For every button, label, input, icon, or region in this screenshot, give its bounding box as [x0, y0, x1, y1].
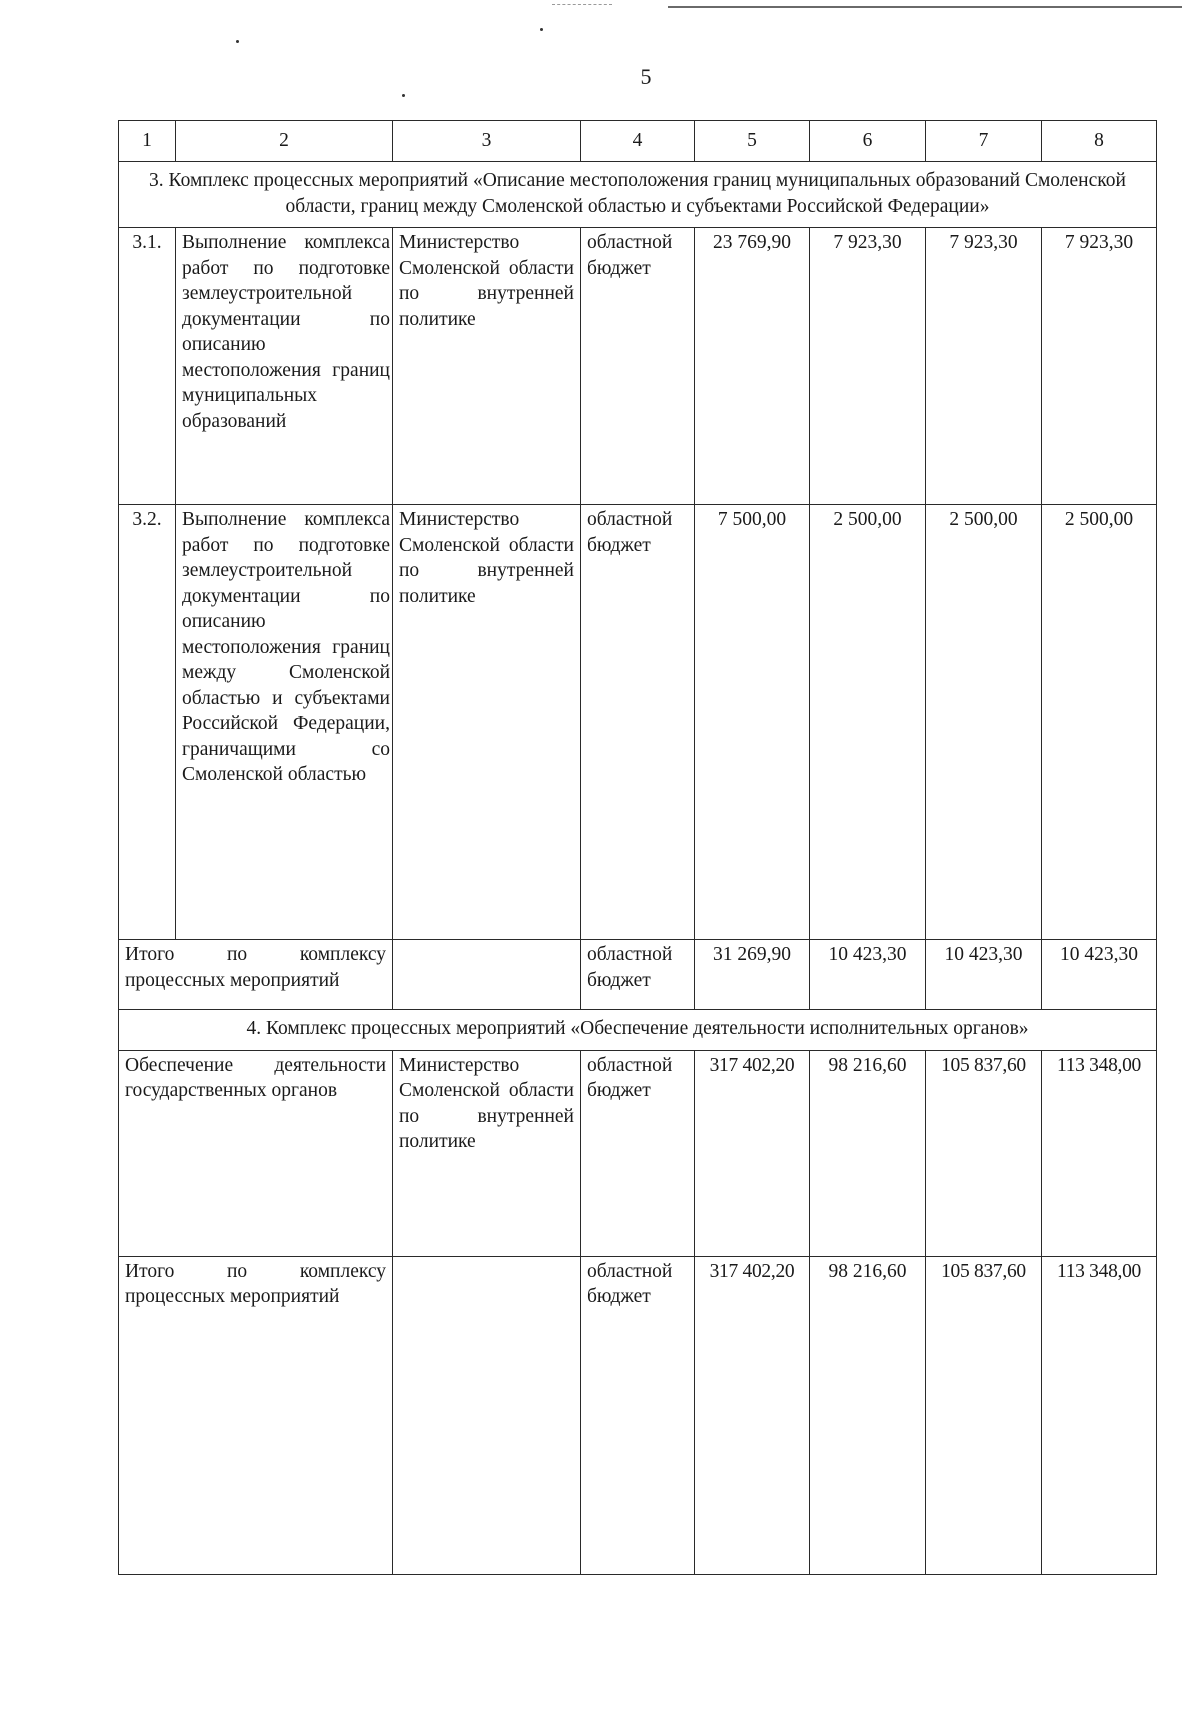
funding-source: областной бюджет	[581, 228, 695, 505]
amount-year-1: 98 216,60	[810, 1256, 926, 1574]
executor-empty	[393, 1256, 581, 1574]
section-3-total-row	[119, 940, 1157, 1010]
executor: Министерство Смоленской области по внутренней политике	[393, 1050, 581, 1256]
column-number: 7	[926, 121, 1042, 162]
amount-year-3: 113 348,00	[1042, 1050, 1157, 1256]
scan-speck	[236, 40, 239, 43]
amount-year-1: 2 500,00	[810, 505, 926, 940]
amount-year-2: 10 423,30	[926, 940, 1042, 1010]
funding-source: областной бюджет	[581, 505, 695, 940]
amount-total: 7 500,00	[695, 505, 810, 940]
program-table	[118, 120, 1157, 1575]
scan-artifact-line	[668, 6, 1182, 8]
scan-speck	[402, 94, 405, 97]
amount-year-2: 2 500,00	[926, 505, 1042, 940]
amount-total: 23 769,90	[695, 228, 810, 505]
column-number: 6	[810, 121, 926, 162]
column-number: 3	[393, 121, 581, 162]
amount-year-3: 113 348,00	[1042, 1256, 1157, 1574]
amount-year-1: 10 423,30	[810, 940, 926, 1010]
row-number: 3.1.	[119, 228, 176, 505]
amount-year-1: 98 216,60	[810, 1050, 926, 1256]
table-row	[119, 228, 1157, 505]
column-number: 2	[176, 121, 393, 162]
column-number-row	[119, 121, 1157, 162]
funding-source: областной бюджет	[581, 940, 695, 1010]
section-3-title-row	[119, 162, 1157, 228]
column-number: 1	[119, 121, 176, 162]
column-number: 5	[695, 121, 810, 162]
section-title: 4. Комплекс процессных мероприятий «Обеспечение деятельности исполнительных органов»	[119, 1010, 1157, 1051]
amount-year-3: 10 423,30	[1042, 940, 1157, 1010]
amount-year-3: 7 923,30	[1042, 228, 1157, 505]
activity-name: Обеспечение деятельности государственных органов	[119, 1050, 393, 1256]
amount-total: 31 269,90	[695, 940, 810, 1010]
activity-name: Выполнение комплекса работ по подготовке землеустроительной документации по описанию местоположения границ муниципальных образований	[176, 228, 393, 505]
funding-source: областной бюджет	[581, 1050, 695, 1256]
amount-year-2: 105 837,60	[926, 1256, 1042, 1574]
executor: Министерство Смоленской области по внутренней политике	[393, 228, 581, 505]
column-number: 4	[581, 121, 695, 162]
scan-speck	[540, 28, 543, 31]
executor-empty	[393, 940, 581, 1010]
section-title: 3. Комплекс процессных мероприятий «Описание местоположения границ муниципальных образований Смоленской области, границ между Смоленской областью и субъектами Российской Федерации»	[119, 162, 1157, 228]
funding-source: областной бюджет	[581, 1256, 695, 1574]
column-number: 8	[1042, 121, 1157, 162]
row-number: 3.2.	[119, 505, 176, 940]
section-4-total-row	[119, 1256, 1157, 1574]
amount-year-3: 2 500,00	[1042, 505, 1157, 940]
executor: Министерство Смоленской области по внутренней политике	[393, 505, 581, 940]
amount-total: 317 402,20	[695, 1050, 810, 1256]
page-number: 5	[640, 64, 652, 89]
scan-artifact-dash	[552, 4, 612, 5]
activity-name: Выполнение комплекса работ по подготовке землеустроительной документации по описанию местоположения границ между Смоленской областью и субъектами Российской Федерации, граничащими со Смоленской областью	[176, 505, 393, 940]
section-4-title-row	[119, 1010, 1157, 1051]
amount-year-2: 105 837,60	[926, 1050, 1042, 1256]
amount-year-2: 7 923,30	[926, 228, 1042, 505]
table-row	[119, 505, 1157, 940]
amount-year-1: 7 923,30	[810, 228, 926, 505]
table-row	[119, 1050, 1157, 1256]
total-label: Итого по комплексу процессных мероприятий	[119, 940, 393, 1010]
amount-total: 317 402,20	[695, 1256, 810, 1574]
total-label: Итого по комплексу процессных мероприятий	[119, 1256, 393, 1574]
